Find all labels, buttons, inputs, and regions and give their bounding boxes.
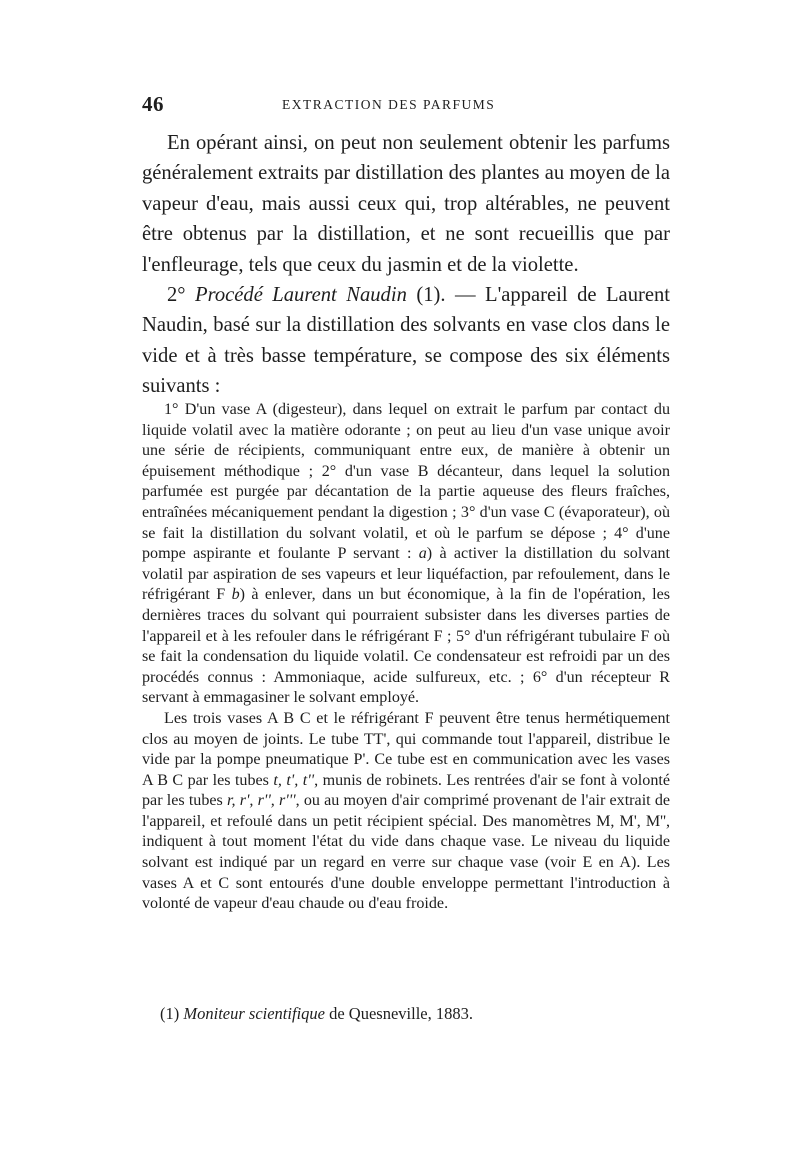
text-run: Les trois vases A B C et le réfrigérant F peuvent être tenus hermétiquement clos au moyen de joints. Le tube TT', qui commande tout l'appareil, distribue le vide par la pompe pneumatique P'. Ce tube est en communication avec les vases A B C par les tubes [142,709,670,789]
paragraph-lead: 2° [167,284,195,307]
footnote-text: de Quesneville, 1883. [324,1004,473,1023]
main-text [142,128,670,402]
paragraph [142,280,670,402]
text-run: ) à enlever, dans un but économique, à la fin de l'opération, les dernières traces du solvant qui pourraient subsister dans les diverses parties de l'appareil et à les refouler dans le réfrigérant F ; 5° d'un réfrigérant tubulaire F où se fait la condensation du liquide volatil. Ce condensateur est refroidi par un des procédés connus : Ammoniaque, acide sulfureux, etc. ; 6° d'un récepteur R servant à emmagasiner le solvant employé. [142,586,670,707]
section-title: Procédé Laurent Naudin [195,284,407,307]
tube-labels: t, t', t'' [273,771,315,789]
tube-labels: r, r', r'', r''' [227,792,296,810]
text-run: 1° D'un vase A (digesteur), dans lequel on extrait le parfum par contact du liquide volatil avec la matière odorante ; on peut au lieu d'un vase unique avoir une série de récipients, communiquant entre eux, de manière à obtenir un épuisement méthodique ; 2° d'un vase B décanteur, dans lequel la solution parfumée est purgée par décantation de la partie aqueuse des fleurs fraîches, entraînées mécaniquement pendant la digestion ; 3° d'un vase C (évaporateur), où se fait la distillation du solvant volatil, et où le parfum se dépose ; 4° d'une pompe aspirante et foulante P servant : [142,401,670,563]
paragraph-text: (1). — L'appareil de Laurent Naudin, basé sur la distillation des solvants en vase clos dans le vide et à très basse température, se compose des six éléments suivants : [142,284,671,398]
paragraph [142,400,670,709]
page-number: 46 [142,92,164,116]
running-head: EXTRACTION DES PARFUMS [282,97,496,112]
footnote-number: (1) [160,1004,184,1023]
footnote [160,1003,660,1025]
footnote-source: Moniteur scientifique [183,1004,325,1023]
paragraph: En opérant ainsi, on peut non seulement obtenir les parfums généralement extraits par distillation des plantes au moyen de la vapeur d'eau, mais aussi ceux qui, trop altérables, ne peuvent être obtenus par la distillation, et ne sont recueillis que par l'enfleurage, tels que ceux du jasmin et de la violette. [142,132,670,276]
text-run: , ou au moyen d'air comprimé provenant de l'air extrait de l'appareil, et refoulé dans un petit récipient spécial. Des manomètres M, M', M'', indiquent à tout moment l'état du vide dans chaque vase. Le niveau du liquide solvant est indiqué par un regard en verre sur chaque vase (voir E en A). Les vases A et C sont entourés d'une double enveloppe permettant l'introduction à volonté de vapeur d'eau chaude ou d'eau froide. [142,792,671,913]
letter-marker: b [231,586,240,604]
text-run: , munis de robinets. Les rentrées d'air se font à volonté par les tubes [142,771,670,810]
text-run: ) à activer la distillation du solvant volatil par aspiration de ses vapeurs et leur liquéfaction, par refoulement, dans le réfrigérant F [142,545,670,604]
letter-marker: a [418,545,427,563]
page-header [142,92,670,118]
small-text [142,400,670,915]
paragraph [142,709,670,915]
